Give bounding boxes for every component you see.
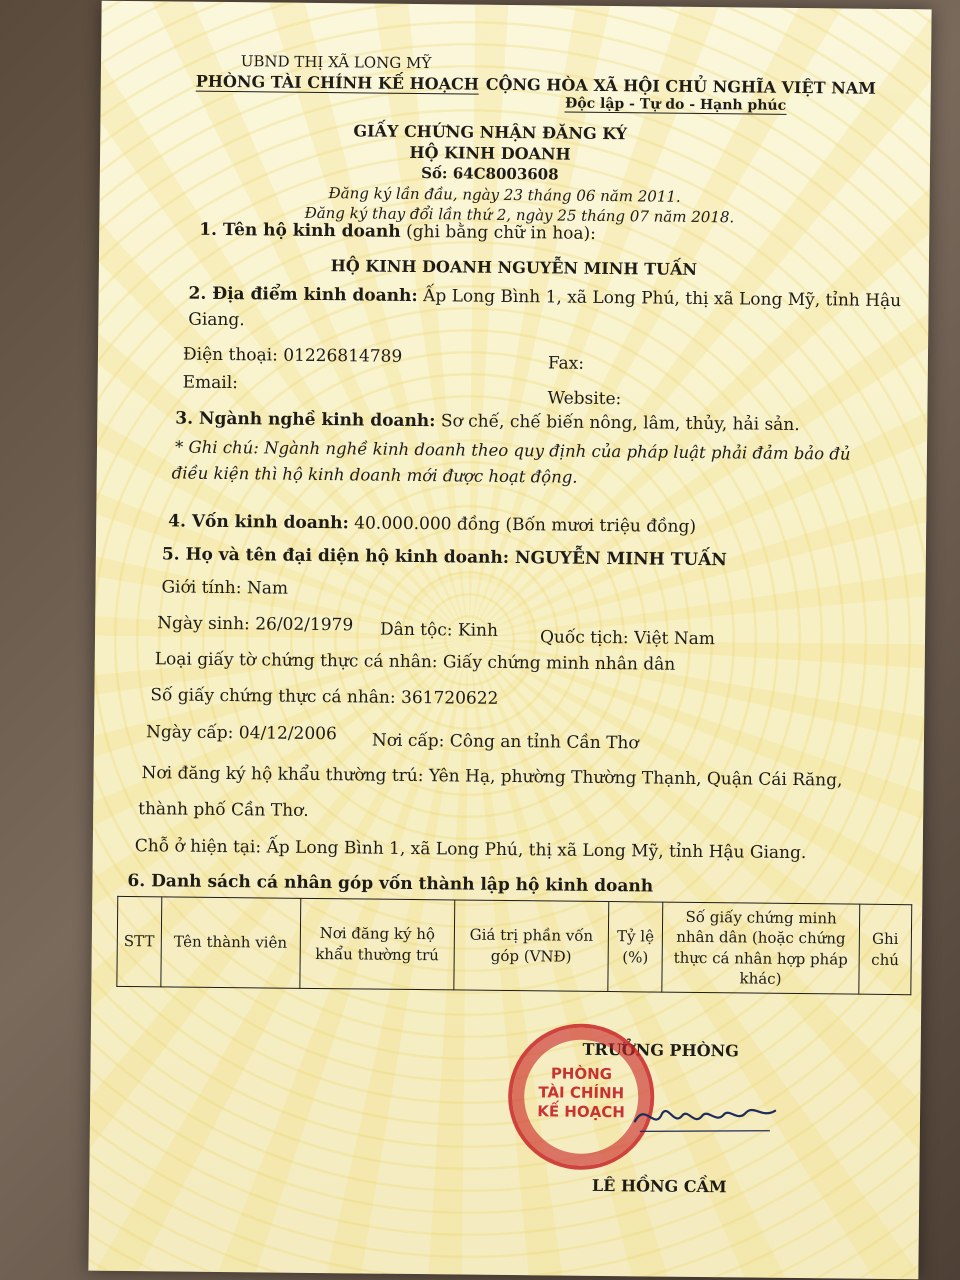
business-name: HỘ KINH DOANH NGUYỄN MINH TUẤN (330, 256, 698, 279)
section2-address-line2: Giang. (188, 309, 245, 331)
col-residence: Nơi đăng ký hộ khẩu thường trú (300, 898, 455, 990)
nationality: Quốc tịch: Việt Nam (539, 627, 716, 650)
stamp-line3: KẾ HOẠCH (537, 1102, 625, 1122)
col-ratio: Tỷ lệ (%) (608, 902, 663, 993)
header-left-line1: UBND THỊ XÃ LONG MỸ (240, 52, 432, 73)
current-address: Chỗ ở hiện tại: Ấp Long Bình 1, xã Long Phú, thị xã Long Mỹ, tỉnh Hậu Giang. (134, 836, 807, 864)
stamp-line2: TÀI CHÍNH (538, 1083, 625, 1103)
handwritten-signature (630, 1091, 781, 1143)
header-right-line2: Độc lập - Tự do - Hạnh phúc (564, 95, 787, 114)
section4-capital: 4. Vốn kinh doanh: 40.000.000 đồng (Bốn mươi triệu đồng) (168, 511, 697, 537)
first-registration-date: Đăng ký lần đầu, ngày 23 tháng 06 năm 2011. (328, 184, 681, 206)
col-capital-value: Giá trị phần vốn góp (VNĐ) (454, 900, 609, 992)
id-number: Số giấy chứng thực cá nhân: 361720622 (150, 685, 499, 709)
section3-note-line1: * Ghi chú: Ngành nghề kinh doanh theo quy định của pháp luật phải đảm bảo đủ (174, 437, 851, 464)
col-id-number: Số giấy chứng minh nhân dân (hoặc chứng thực cá nhân hợp pháp khác) (662, 902, 860, 994)
permanent-residence-line2: thành phố Cần Thơ. (138, 799, 309, 821)
fax: Fax: (547, 353, 585, 374)
members-table-header-row (117, 896, 912, 994)
col-stt: STT (117, 896, 162, 986)
id-document-type: Loại giấy tờ chứng thực cá nhân: Giấy chứng minh nhân dân (154, 649, 676, 675)
registration-number: Số: 64C8003608 (421, 164, 559, 184)
issue-place: Nơi cấp: Công an tỉnh Cần Thơ (371, 730, 639, 754)
section6-heading: 6. Danh sách cá nhân góp vốn thành lập hộ kinh doanh (127, 871, 654, 897)
permanent-residence-line1: Nơi đăng ký hộ khẩu thường trú: Yên Hạ, phường Thường Thạnh, Quận Cái Răng, (141, 763, 843, 791)
col-member-name: Tên thành viên (160, 897, 300, 988)
website: Website: (547, 388, 622, 410)
header-left-line2: PHÒNG TÀI CHÍNH KẾ HOẠCH (195, 71, 480, 94)
section2-address-line1: 2. Địa điểm kinh doanh: Ấp Long Bình 1, xã Long Phú, thị xã Long Mỹ, tỉnh Hậu (188, 283, 902, 312)
col-note: Ghi chú (859, 904, 912, 995)
title-line1: GIẤY CHỨNG NHẬN ĐĂNG KÝ (353, 121, 628, 144)
title-line2: HỘ KINH DOANH (409, 142, 571, 164)
section1-heading: 1. Tên hộ kinh doanh (ghi bằng chữ in hoa): (199, 219, 597, 244)
certificate-paper (88, 1, 931, 1280)
birth-date: Ngày sinh: 26/02/1979 (157, 613, 354, 636)
section3-note-line2: điều kiện thì hộ kinh doanh mới được hoạt động. (171, 463, 578, 487)
section5-representative: 5. Họ và tên đại diện hộ kinh doanh: NGUYỄN MINH TUẤN (161, 544, 727, 571)
header-right-line1: CỘNG HÒA XÃ HỘI CHỦ NGHĨA VIỆT NAM (485, 74, 876, 98)
stamp-line1: PHÒNG (550, 1064, 613, 1084)
phone: Điện thoại: 01226814789 (182, 344, 403, 367)
change-registration-date: Đăng ký thay đổi lần thứ 2, ngày 25 tháng 07 năm 2018. (304, 203, 735, 227)
ethnicity: Dân tộc: Kinh (379, 619, 499, 641)
signer-name: LÊ HỒNG CẦM (591, 1175, 727, 1197)
section3-industry: 3. Ngành nghề kinh doanh: Sơ chế, chế biến nông, lâm, thủy, hải sản. (175, 408, 800, 436)
members-table (116, 896, 912, 995)
email: Email: (182, 372, 239, 394)
issue-date: Ngày cấp: 04/12/2006 (145, 722, 337, 745)
signer-title: TRƯỞNG PHÒNG (582, 1039, 739, 1061)
gender: Giới tính: Nam (161, 577, 289, 599)
